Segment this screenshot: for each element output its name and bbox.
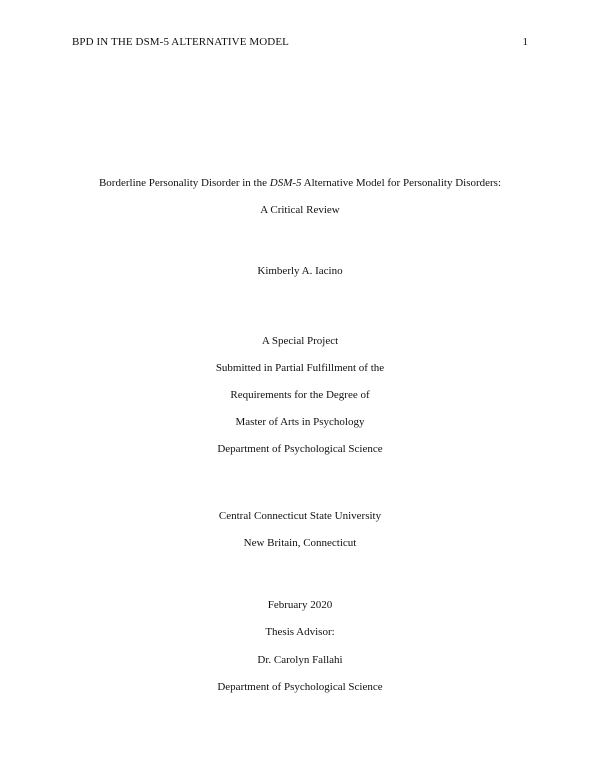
author-name: Kimberly A. Iacino (257, 265, 343, 277)
degree-name: Master of Arts in Psychology (235, 416, 365, 428)
submission-date: February 2020 (267, 599, 333, 611)
project-requirements-line: Requirements for the Degree of (230, 389, 370, 401)
advisor-label: Thesis Advisor: (265, 626, 335, 638)
title-line-2: A Critical Review (260, 204, 340, 216)
page-number: 1 (522, 36, 528, 48)
department-name: Department of Psychological Science (217, 443, 383, 455)
running-head: BPD IN THE DSM-5 ALTERNATIVE MODEL (72, 36, 289, 48)
project-type: A Special Project (261, 335, 339, 347)
project-submission-line: Submitted in Partial Fulfillment of the (215, 362, 385, 374)
advisor-name: Dr. Carolyn Fallahi (257, 654, 343, 666)
university-location: New Britain, Connecticut (243, 537, 357, 549)
title-text-start: Borderline Personality Disorder in the (98, 177, 270, 189)
title-line-1 (0, 177, 600, 189)
title-italic-dsm: DSM-5 (269, 177, 302, 189)
title-text-end: Alternative Model for Personality Disorders: (301, 177, 502, 189)
advisor-department: Department of Psychological Science (217, 681, 383, 693)
university-name: Central Connecticut State University (218, 510, 382, 522)
